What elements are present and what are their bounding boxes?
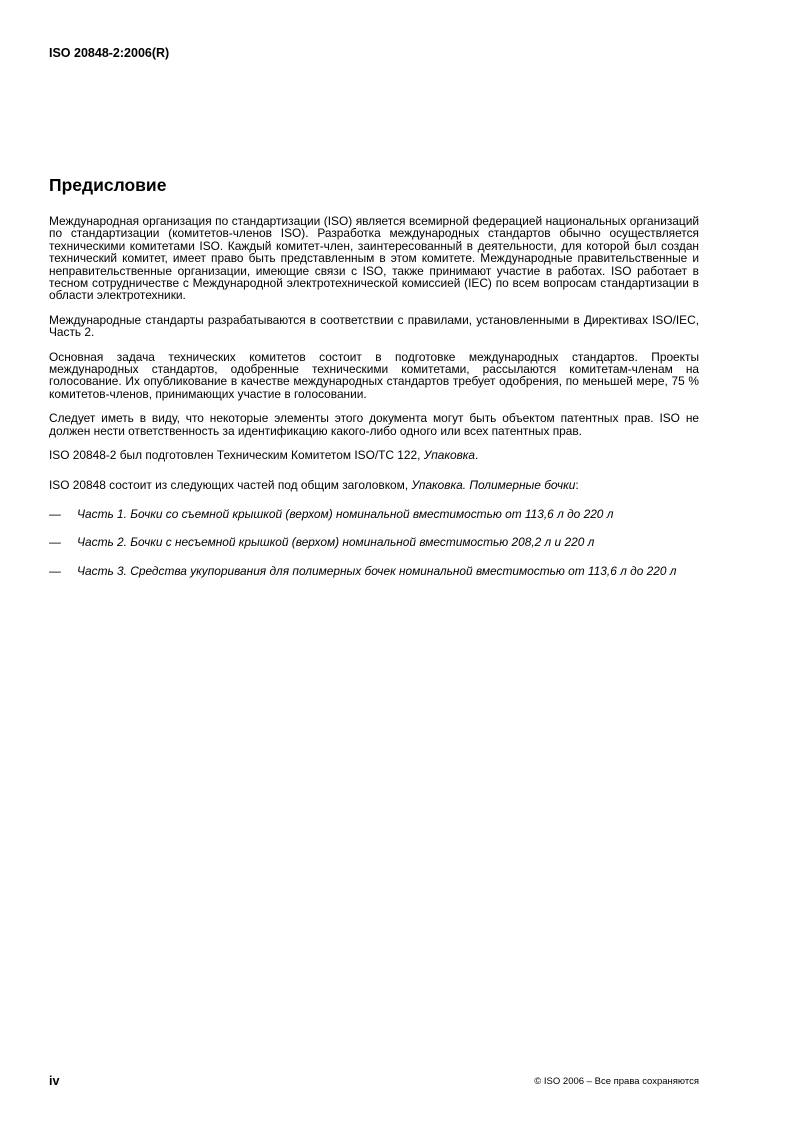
parts-list <box>49 508 699 577</box>
document-id-header: ISO 20848-2:2006(R) <box>49 46 170 60</box>
section-title: Предисловие <box>49 175 167 195</box>
list-dash: — <box>49 563 61 578</box>
paragraph-directives: Международные стандарты разрабатываются в соответствии с правилами, установленными в Директивах ISO/IEC, Часть 2. <box>49 312 699 340</box>
prepared-by-end: . <box>475 448 479 463</box>
paragraph-patent-rights: Следует иметь в виду, что некоторые элементы этого документа могут быть объектом патентных прав. ISO не должен нести ответственность за идентификацию какого-либо одного или всех патентных прав. <box>49 411 699 438</box>
part-2-title: Часть 2. Бочки с несъемной крышкой (верхом) номинальной вместимостью 208,2 л и 220 л <box>77 535 595 550</box>
list-dash: — <box>49 506 61 521</box>
paragraph-parts-intro <box>49 479 699 491</box>
list-dash: — <box>49 535 61 550</box>
parts-intro-text: ISO 20848 состоит из следующих частей под общим заголовком, <box>49 477 412 492</box>
prepared-by-text: ISO 20848-2 был подготовлен Техническим Комитетом ISO/TC 122, <box>49 448 424 463</box>
page-content <box>49 175 699 593</box>
part-3-title: Часть 3. Средства укупоривания для полимерных бочек номинальной вместимостью от 113,6 л до 220 л <box>77 563 677 578</box>
general-title: Упаковка. Полимерные бочки <box>411 477 576 492</box>
committee-title: Упаковка <box>423 448 476 463</box>
paragraph-iso-intro: Международная организация по стандартизации (ISO) является всемирной федерацией национальных организаций по стандартизации (комитетов-членов ISO). Разработка международных стандартов обычно осуществляется техническими комитетами ISO. Каждый комитет-член, заинтересованный в деятельности, для которой был создан технический комитет, имеет право быть представленным в этом комитете. Международные правительственные и неправительственные организации, имеющие связи с ISO, также принимают участие в работах. ISO работает в тесном сотрудничестве с Международной электротехнической комиссией (IEC) по всем вопросам стандартизации в области электротехники. <box>49 214 699 303</box>
parts-intro-end: : <box>575 477 579 492</box>
paragraph-prepared-by <box>49 449 699 461</box>
list-item <box>49 508 699 520</box>
list-item <box>49 536 699 548</box>
part-1-title: Часть 1. Бочки со съемной крышкой (верхом) номинальной вместимостью от 113,6 л до 220 л <box>77 506 614 521</box>
paragraph-committee-task: Основная задача технических комитетов состоит в подготовке международных стандартов. Проекты международных стандартов, одобренные техническими комитетами, рассылаются комитетам-членам на голосование. Их опубликование в качестве международных стандартов требует одобрения, по меньшей мере, 75 % комитетов-членов, принимающих участие в голосовании. <box>49 349 699 401</box>
copyright-notice: © ISO 2006 – Все права сохраняются <box>534 1076 699 1087</box>
list-item <box>49 565 699 577</box>
page-number: iv <box>49 1074 60 1088</box>
